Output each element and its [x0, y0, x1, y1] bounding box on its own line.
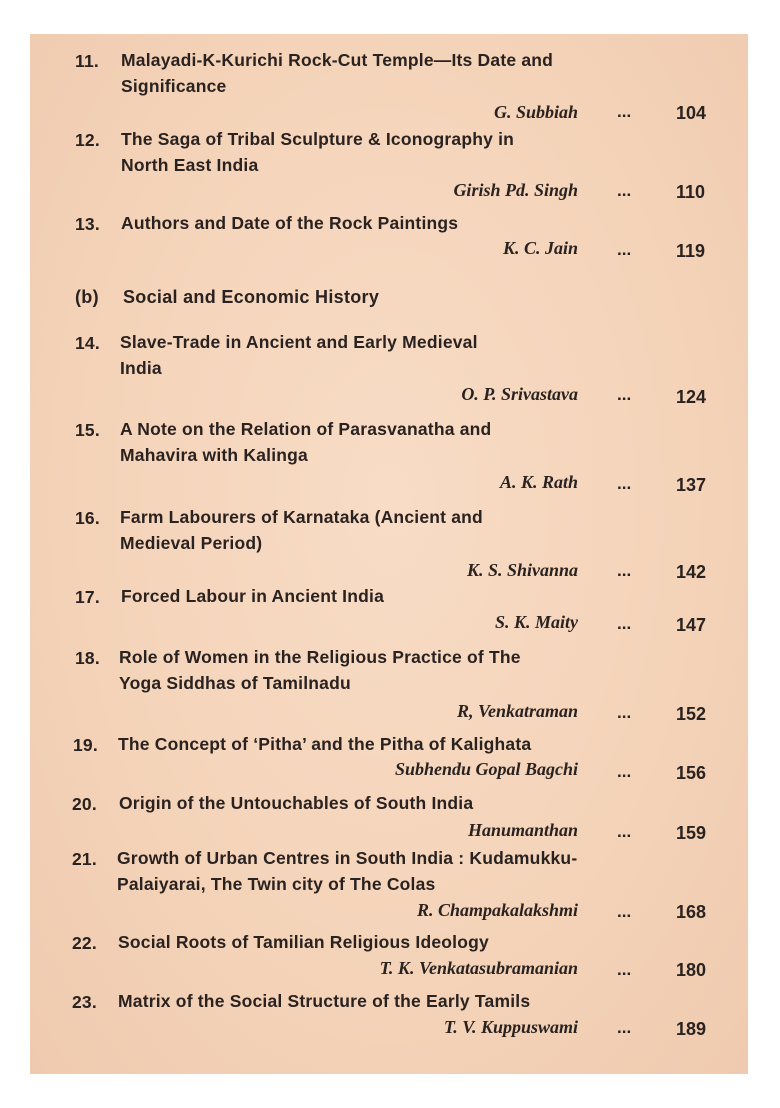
page-number: 147 [676, 615, 707, 635]
entry-author: O. P. Srivastava [461, 384, 578, 404]
entry-title-line: Palaiyarai, The Twin city of The Colas [117, 874, 436, 894]
entry-author: K. C. Jain [502, 238, 578, 258]
leader-dots: ... [617, 181, 632, 200]
entry-title-line: Malayadi-K-Kurichi Rock-Cut Temple—Its Date and [121, 50, 554, 70]
leader-dots: ... [617, 822, 632, 841]
entry-title-line: Yoga Siddhas of Tamilnadu [119, 673, 351, 693]
entry-author: Subhendu Gopal Bagchi [394, 759, 578, 779]
entry-title-line: North East India [121, 155, 259, 175]
entry-author: Hanumanthan [467, 820, 578, 840]
entry-number: 17. [75, 587, 100, 607]
entry-author: R, Venkatraman [456, 701, 578, 721]
entry-title-line: Role of Women in the Religious Practice of The [119, 647, 521, 667]
entry-title [121, 47, 641, 99]
entry-number: 11. [75, 51, 99, 71]
entry-title-line: Slave-Trade in Ancient and Early Medieval [120, 332, 478, 352]
entry-title: The Concept of ‘Pitha’ and the Pitha of Kalighata [118, 734, 532, 754]
entry-author: S. K. Maity [494, 612, 578, 632]
page-number: 124 [676, 387, 707, 407]
entry-number: 13. [75, 214, 100, 234]
entry-number: 15. [75, 420, 100, 440]
entry-author: T. V. Kuppuswami [443, 1017, 578, 1037]
entry-title [117, 845, 687, 897]
entry-title: Matrix of the Social Structure of the Early Tamils [118, 991, 531, 1011]
entry-title: Forced Labour in Ancient India [121, 586, 385, 606]
leader-dots: ... [617, 561, 632, 580]
entry-title: Social Roots of Tamilian Religious Ideology [118, 932, 489, 952]
entry-title-line: A Note on the Relation of Parasvanatha and [120, 419, 492, 439]
page-number: 152 [676, 704, 707, 724]
entry-title-line: Mahavira with Kalinga [120, 445, 308, 465]
entry-number: 23. [72, 992, 97, 1012]
entry-number: 16. [75, 508, 100, 528]
entry-author: T. K. Venkatasubramanian [379, 958, 578, 978]
entry-title [120, 416, 640, 468]
section-label: (b) [75, 287, 99, 307]
entry-title-line: India [120, 358, 162, 378]
entry-number: 12. [75, 130, 100, 150]
page-number: 110 [676, 182, 706, 202]
entry-author: A. K. Rath [499, 472, 578, 492]
entry-title-line: Growth of Urban Centres in South India : Kudamukku- [117, 848, 578, 868]
entry-number: 18. [75, 648, 100, 668]
entry-number: 21. [72, 849, 97, 869]
page-number: 156 [676, 763, 707, 783]
entry-author: G. Subbiah [493, 102, 578, 122]
contents-page [30, 34, 748, 1074]
entry-title [119, 644, 679, 696]
entry-number: 19. [73, 735, 98, 755]
entry-title: Authors and Date of the Rock Paintings [121, 213, 459, 233]
section-heading [75, 287, 379, 308]
entry-number: 14. [75, 333, 100, 353]
entry-title [120, 504, 640, 556]
entry-title-line: The Saga of Tribal Sculpture & Iconography in [121, 129, 515, 149]
leader-dots: ... [617, 1018, 632, 1037]
entry-author: R. Champakalakshmi [416, 900, 578, 920]
leader-dots: ... [617, 703, 632, 722]
page-number: 180 [676, 960, 707, 980]
leader-dots: ... [617, 240, 632, 259]
leader-dots: ... [617, 902, 632, 921]
page-number: 119 [676, 241, 706, 261]
leader-dots: ... [617, 762, 632, 781]
entry-title [121, 126, 641, 178]
page-number: 189 [676, 1019, 707, 1039]
leader-dots: ... [617, 102, 632, 121]
page-number: 142 [676, 562, 707, 582]
leader-dots: ... [617, 385, 632, 404]
page-number: 137 [676, 475, 707, 495]
page-number: 168 [676, 902, 707, 922]
page-number: 104 [676, 103, 707, 123]
page-number: 159 [676, 823, 707, 843]
entry-title-line: Farm Labourers of Karnataka (Ancient and [120, 507, 483, 527]
entry-title-line: Medieval Period) [120, 533, 263, 553]
leader-dots: ... [617, 614, 632, 633]
entry-number: 22. [72, 933, 97, 953]
leader-dots: ... [617, 474, 632, 493]
entry-title [120, 329, 640, 381]
entry-title: Origin of the Untouchables of South India [119, 793, 474, 813]
leader-dots: ... [617, 960, 632, 979]
entry-number: 20. [72, 794, 97, 814]
entry-title-line: Significance [121, 76, 227, 96]
entry-author: K. S. Shivanna [466, 560, 578, 580]
entry-author: Girish Pd. Singh [453, 180, 578, 200]
section-title: Social and Economic History [123, 287, 380, 307]
